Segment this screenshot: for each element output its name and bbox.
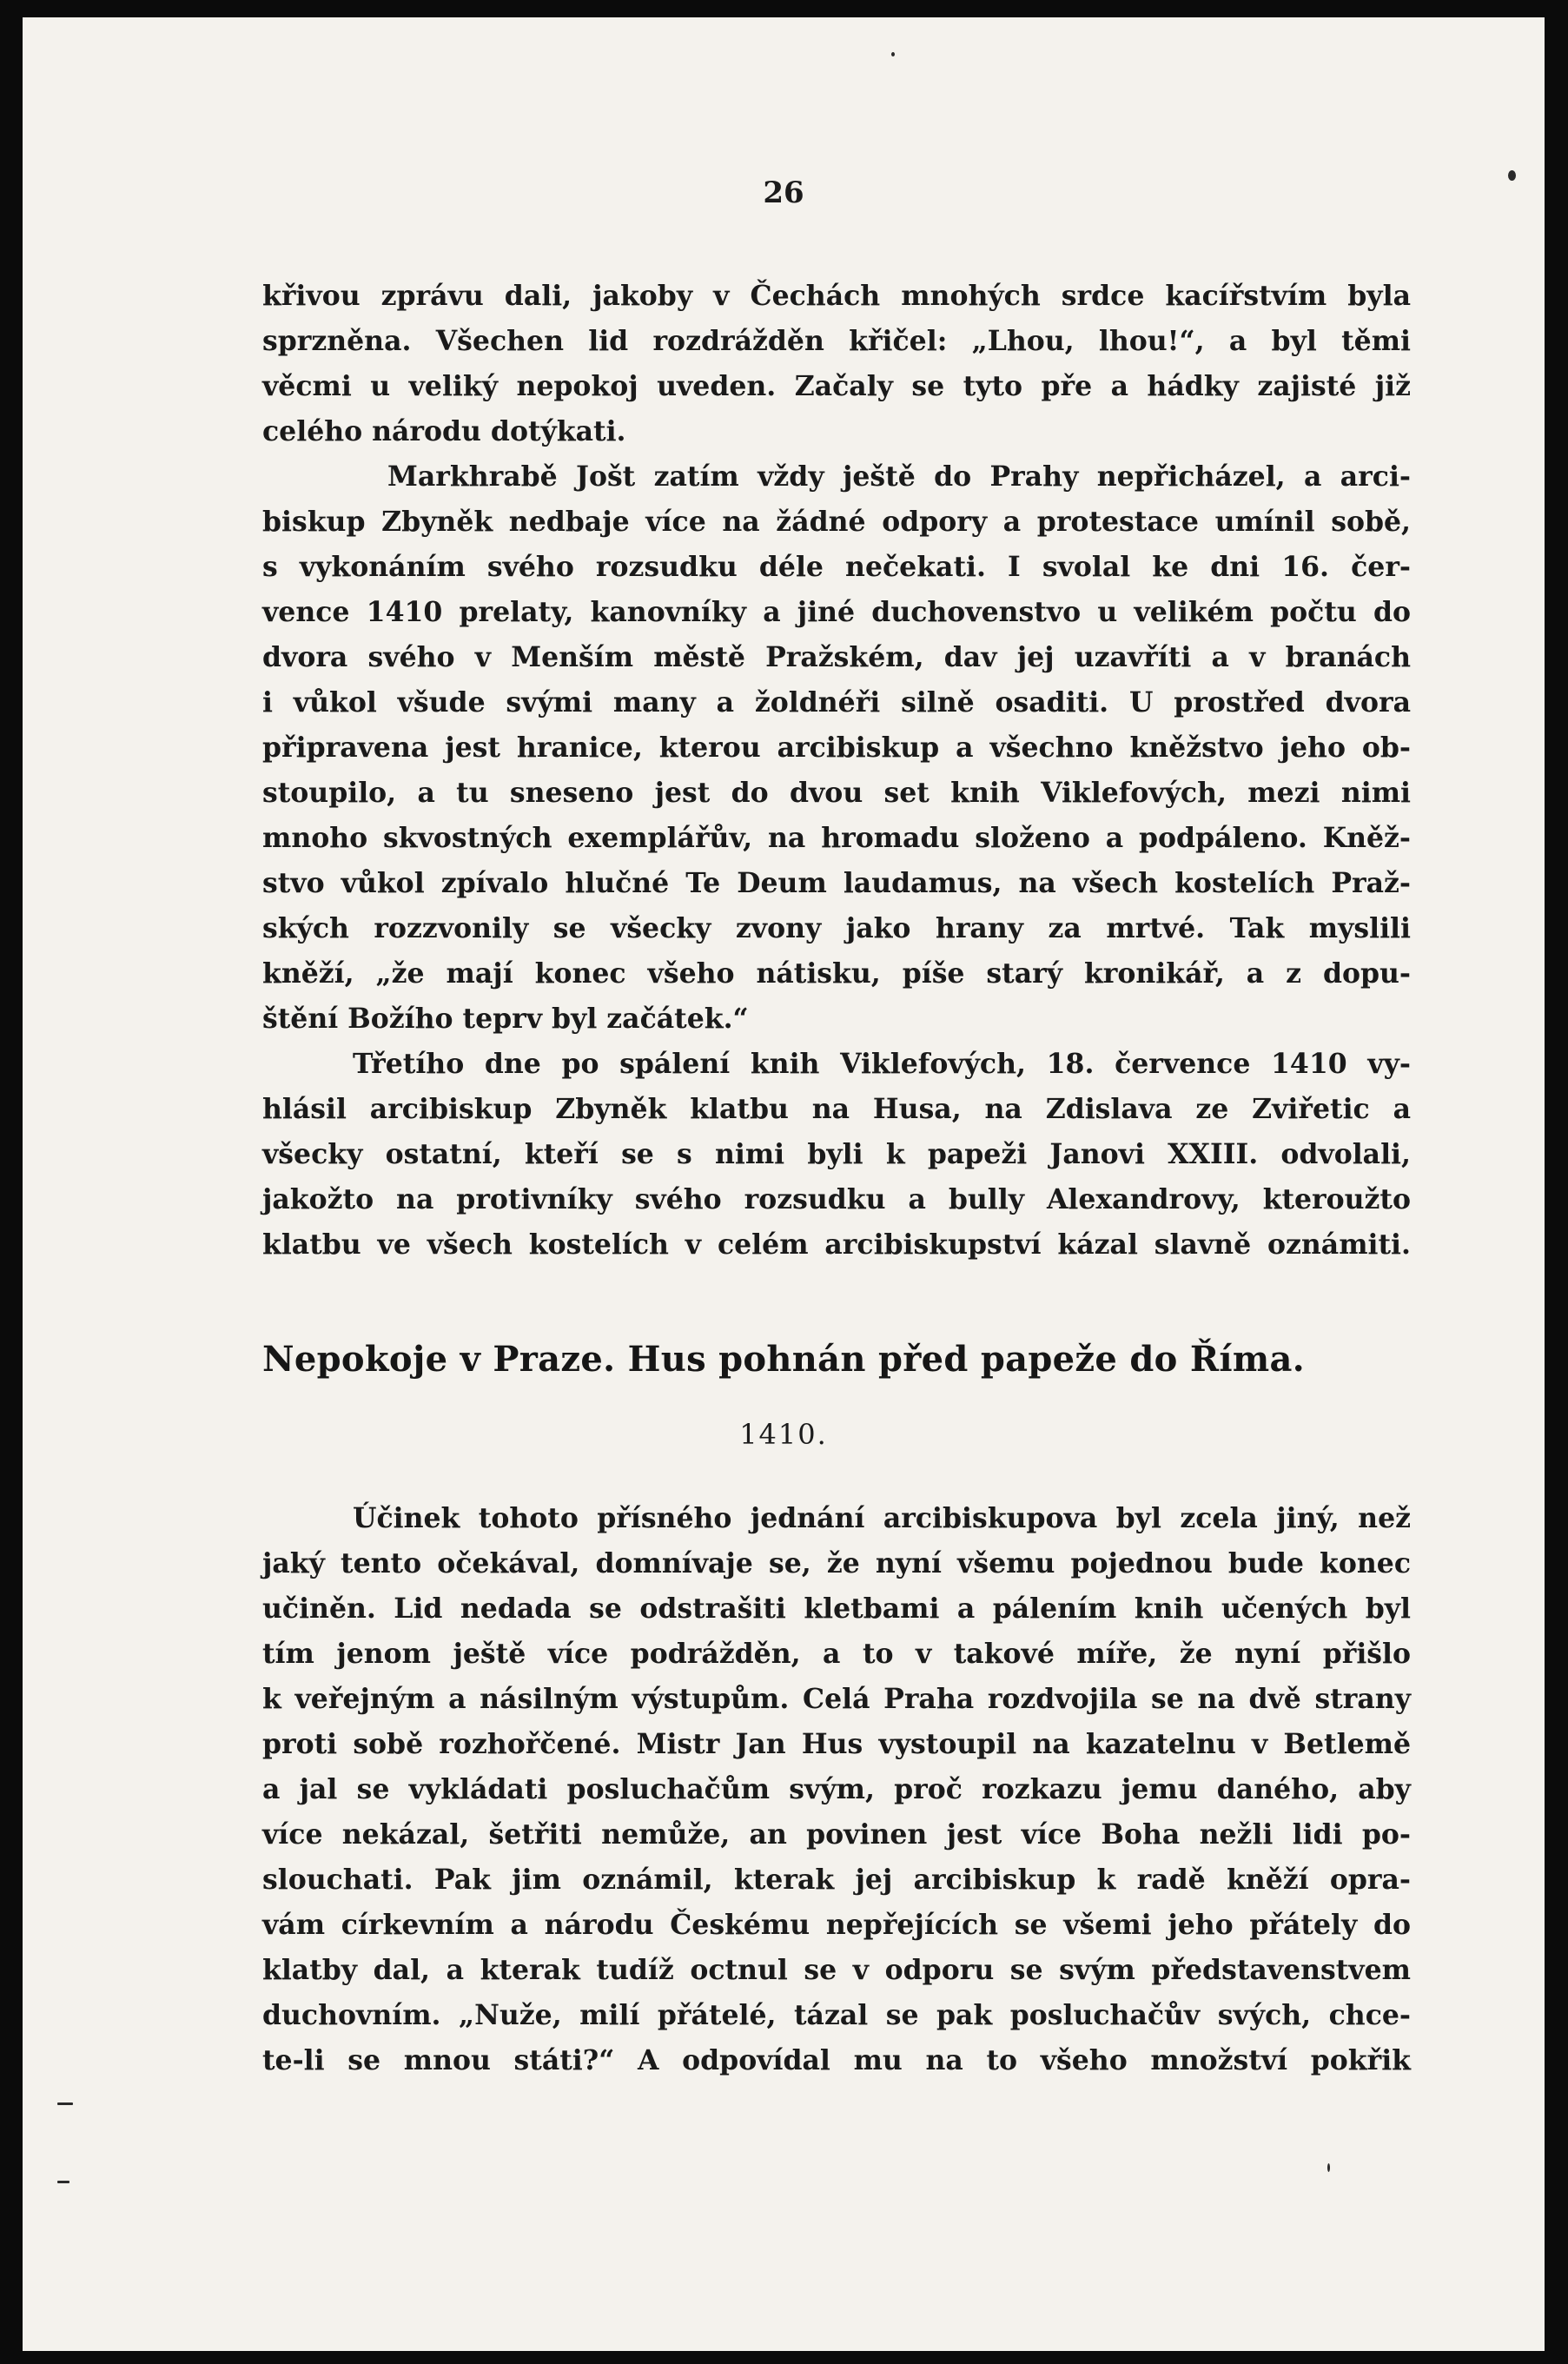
section-heading: Nepokoje v Praze. Hus pohnán před papeže do Říma.	[262, 1339, 1305, 1380]
scan-speck	[57, 2102, 73, 2105]
text-line: Markhrabě Jošt zatím vždy ještě do Prahy nepřicházel, a arci-	[387, 460, 1411, 493]
text-line: vám církevním a národu Českému nepřejících se všemi jeho přátely do	[262, 1909, 1411, 1941]
text-line: slouchati. Pak jim oznámil, kterak jej arcibiskup k radě kněží opra-	[262, 1864, 1411, 1896]
text-line: jaký tento očekával, domnívaje se, že nyní všemu pojednou bude konec	[262, 1547, 1411, 1579]
text-line: stvo vůkol zpívalo hlučné Te Deum laudamus, na všech kostelích Praž-	[262, 867, 1411, 899]
text-line: vence 1410 prelaty, kanovníky a jiné duchovenstvo u velikém počtu do	[262, 596, 1411, 628]
scan-speck	[1508, 170, 1516, 181]
text-line: učiněn. Lid nedada se odstrašiti kletbami a pálením knih učených byl	[262, 1593, 1411, 1625]
text-line: s vykonáním svého rozsudku déle nečekati. I svolal ke dni 16. čer-	[262, 551, 1411, 583]
text-line: klatby dal, a kterak tudíž octnul se v odporu se svým představenstvem	[262, 1954, 1411, 1986]
text-line: ských rozzvonily se všecky zvony jako hrany za mrtvé. Tak myslili	[262, 912, 1411, 944]
text-line: biskup Zbyněk nedbaje více na žádné odpory a protestace umínil sobě,	[262, 506, 1411, 538]
text-line: štění Božího teprv byl začátek.“	[262, 1003, 749, 1035]
text-line: všecky ostatní, kteří se s nimi byli k papeži Janovi XXIII. odvolali,	[262, 1138, 1411, 1170]
text-line: dvora svého v Menším městě Pražském, dav jej uzavříti a v branách	[262, 641, 1411, 673]
text-line: stoupilo, a tu sneseno jest do dvou set knih Viklefových, mezi nimi	[262, 777, 1411, 809]
scan-speck	[1327, 2163, 1330, 2172]
text-line: hlásil arcibiskup Zbyněk klatbu na Husa, na Zdislava ze Zviřetic a	[262, 1093, 1411, 1125]
scanned-page	[23, 17, 1545, 2351]
text-line: více nekázal, šetřiti nemůže, an povinen jest více Boha nežli lidi po-	[262, 1818, 1411, 1851]
scan-speck	[57, 2181, 69, 2183]
text-line: Třetího dne po spálení knih Viklefových, 18. července 1410 vy-	[353, 1048, 1411, 1080]
text-line: připravena jest hranice, kterou arcibiskup a všechno kněžstvo jeho ob-	[262, 732, 1411, 764]
scan-speck	[891, 52, 895, 56]
text-line: duchovním. „Nuže, milí přátelé, tázal se pak posluchačův svých, chce-	[262, 1999, 1411, 2031]
text-line: kněží, „že mají konec všeho nátisku, píše starý kronikář, a z dopu-	[262, 957, 1411, 990]
text-line: tím jenom ještě více podrážděn, a to v takové míře, že nyní přišlo	[262, 1638, 1411, 1670]
text-line: jakožto na protivníky svého rozsudku a bully Alexandrovy, kteroužto	[262, 1183, 1411, 1215]
page-number: 26	[763, 175, 804, 210]
text-line: křivou zprávu dali, jakoby v Čechách mnohých srdce kacířstvím byla	[262, 280, 1411, 312]
section-year: 1410.	[739, 1418, 828, 1451]
text-line: proti sobě rozhořčené. Mistr Jan Hus vystoupil na kazatelnu v Betlemě	[262, 1728, 1411, 1760]
text-line: klatbu ve všech kostelích v celém arcibiskupství kázal slavně oznámiti.	[262, 1228, 1411, 1261]
text-line: i vůkol všude svými many a žoldnéři silně osaditi. U prostřed dvora	[262, 686, 1411, 718]
text-line: mnoho skvostných exemplářův, na hromadu složeno a podpáleno. Kněž-	[262, 822, 1411, 854]
text-line: celého národu dotýkati.	[262, 415, 626, 447]
text-line: věcmi u veliký nepokoj uveden. Začaly se tyto pře a hádky zajisté již	[262, 370, 1411, 402]
text-line: Účinek tohoto přísného jednání arcibiskupova byl zcela jiný, než	[353, 1502, 1411, 1534]
text-line: sprzněna. Všechen lid rozdrážděn křičel: „Lhou, lhou!“, a byl těmi	[262, 325, 1411, 357]
text-line: k veřejným a násilným výstupům. Celá Praha rozdvojila se na dvě strany	[262, 1683, 1411, 1715]
text-line: te-li se mnou státi?“ A odpovídal mu na to všeho množství pokřik	[262, 2044, 1411, 2076]
text-line: a jal se vykládati posluchačům svým, proč rozkazu jemu daného, aby	[262, 1773, 1411, 1805]
